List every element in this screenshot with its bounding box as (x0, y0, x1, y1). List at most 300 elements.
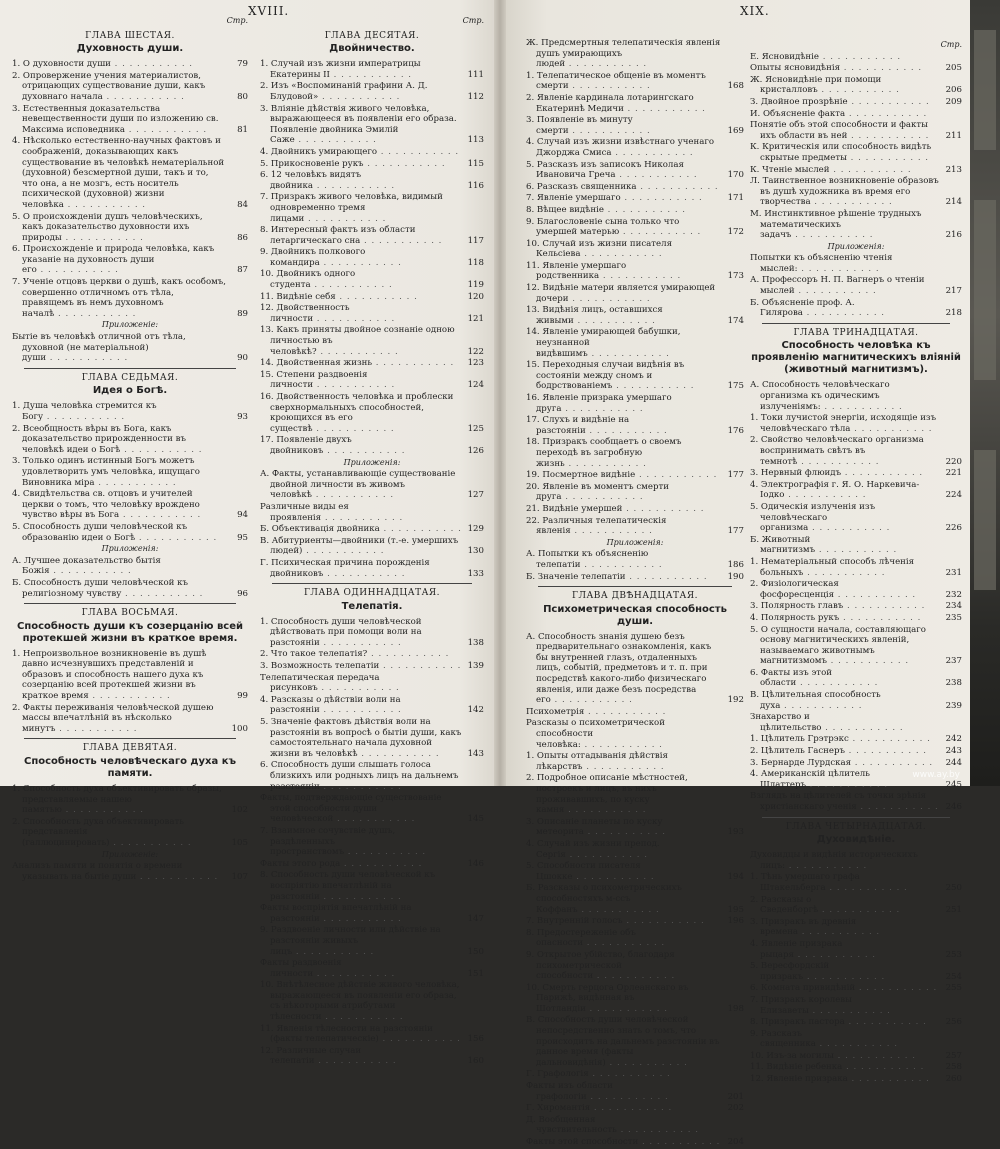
toc-entry-title: 1. Душа человѣка стремится къ Богу . . . (12, 401, 226, 422)
book-gutter (494, 0, 506, 786)
toc-entry-title: Психометрія . . . (526, 707, 722, 718)
toc-entry-title: Е. Ясновидѣніе . . . (750, 52, 940, 63)
toc-entry (12, 59, 248, 70)
toc-entry-title: 4. Свидѣтельства св. отцовъ и учителей церкви о томъ, что человѣку врождено чувство вѣры въ Бога . . . (12, 489, 226, 521)
toc-entry (750, 1017, 962, 1028)
toc-entry (12, 578, 248, 599)
toc-entry (526, 38, 744, 70)
toc-entry-page: 245 (945, 779, 962, 790)
toc-entry-title: 12. Видѣніе матери является умирающей дочери . . . (526, 283, 722, 304)
toc-entry-page: 122 (467, 346, 484, 357)
toc-entry (526, 883, 744, 915)
toc-entry-title: 3. Вліяніе дѣйствія живого человѣка, выражающееся въ появленіи его образа. Появленіе двойника Эмилій Саже . . . (260, 104, 462, 146)
toc-entry (260, 617, 484, 649)
toc-entry (12, 212, 248, 244)
toc-entry-title: 8. Призракъ пастора . . . (750, 1017, 940, 1028)
toc-entry-title: М. Инстинктивное рѣшеніе трудныхъ математическихъ задачъ . . . (750, 209, 940, 241)
toc-entry-title: 1. Способность духа объективировать образы, представляемые нашею памятью . . . (12, 784, 226, 816)
toc-entry-page: 186 (727, 559, 744, 570)
toc-column-3 (526, 38, 744, 1149)
toc-entry-page: 120 (467, 291, 484, 302)
chapter-heading: Психометрическая способность души. (543, 603, 727, 627)
toc-entry (260, 695, 484, 716)
toc-entry-page: 204 (727, 1137, 744, 1147)
toc-entry (526, 839, 744, 860)
toc-entry-title: Г. Хиромантія . . . (526, 1103, 722, 1114)
chapter-title: ГЛАВА ОДИННАДЦАТАЯ. (303, 588, 441, 599)
toc-entry-title: 7. Взаимное сочувствіе душъ, раздѣленныхъ пространствомъ . . . (260, 826, 462, 858)
toc-entry (526, 360, 744, 392)
toc-entry-title: Попытки къ объясненію чтенія мыслей: . . . (750, 253, 940, 274)
toc-entry-page: 244 (945, 757, 962, 768)
toc-entry-title: 5. Вересфордскій призракъ . . . (750, 961, 940, 982)
toc-entry (750, 97, 962, 108)
toc-entry-page: 206 (945, 85, 962, 96)
toc-entry (526, 217, 744, 238)
toc-entry-title: В. Абитуриенты—двойники (т.-е. умершихъ людей) . . . (260, 536, 462, 557)
toc-entry-title: А. Профессоръ Н. П. Вагнеръ о чтеніи мыслей . . . (750, 275, 940, 296)
toc-entry-title: 13. Какъ приняты двойное сознаніе одною личностью въ человѣкѣ? . . . (260, 325, 462, 357)
toc-entry (260, 269, 484, 290)
toc-entry (750, 176, 962, 208)
toc-entry (526, 327, 744, 359)
toc-entry-title: Л. Таинственное возникновеніе образовъ въ душѣ художника въ время его творчества . . . (750, 176, 940, 208)
toc-entry (12, 456, 248, 488)
chapter-heading: Способность человѣческаго духа къ памяти. (24, 756, 236, 780)
toc-entry (750, 253, 962, 274)
toc-entry (750, 983, 962, 994)
toc-entry (12, 104, 248, 136)
toc-entry (260, 649, 484, 660)
toc-entry-title: Д. Вообщенная чувствительность . . . (526, 1115, 722, 1136)
toc-entry-title: Г. Психическая причина порожденія двойниковъ . . . (260, 558, 462, 579)
toc-entry (260, 370, 484, 391)
toc-entry (750, 380, 962, 412)
toc-entry (750, 746, 962, 757)
toc-entry (260, 717, 484, 759)
toc-entry (526, 1015, 744, 1068)
toc-entry-page: 242 (945, 734, 962, 745)
toc-entry-title: 14. Явленіе умирающей бабушки, неузнанной видѣвшимъ . . . (526, 327, 722, 359)
toc-entry-title: 11. Видѣніе ребенка . . . (750, 1062, 940, 1073)
toc-entry-page: 234 (945, 601, 962, 612)
toc-entry-page: 87 (237, 265, 248, 276)
toc-entry-page: 125 (467, 423, 484, 434)
toc-entry-title: 3. Возможность телепатіи . . . (260, 661, 462, 672)
toc-entry-page: 258 (945, 1062, 962, 1073)
toc-entry (750, 557, 962, 578)
chapter-title: ГЛАВА ДВѢНАДЦАТАЯ. (572, 591, 698, 602)
toc-entry (260, 435, 484, 456)
toc-entry-page: 115 (467, 158, 484, 169)
toc-entry-page: 102 (231, 805, 248, 816)
toc-entry-title: 6. Способность души слышать голоса близкихъ или родныхъ лицъ на дальнемъ разстояніи . . . (260, 760, 462, 792)
toc-entry-page: 174 (727, 315, 744, 326)
toc-entry-title: 11. Видѣніе себя . . . (260, 292, 462, 303)
toc-entry-page: 211 (945, 130, 962, 141)
toc-entry-title: 8. Вѣщее видѣніе . . . (526, 205, 722, 216)
toc-entry-title: 3. Призракъ въ древнія времена . . . (750, 917, 940, 938)
chapter-heading: Телепатія. (341, 600, 403, 612)
toc-entry (260, 793, 484, 825)
toc-entry-title: Б. Разсказы о психометрическихъ способностяхъ м-ссъ Коффанъ . . . (526, 883, 722, 915)
toc-entry-title: 2. Изъ «Воспоминаній графини А. Д. Блудовой» . . . (260, 81, 462, 102)
toc-entry-title: А. Попытки къ объясненію телепатіи . . . (526, 549, 722, 570)
toc-entry (750, 917, 962, 938)
toc-entry-title: 1. Нематеріальный способъ лѣченія больныхъ . . . (750, 557, 940, 578)
chapter-title: ГЛАВА ШЕСТАЯ. (85, 30, 175, 41)
toc-entry (260, 558, 484, 579)
toc-entry-title: 1. О духовности души . . . (12, 59, 226, 70)
toc-entry-page: 107 (231, 871, 248, 882)
toc-entry-title: 1. Случай изъ жизни императрицы Екатерины II . . . (260, 59, 462, 80)
toc-entry (526, 1081, 744, 1102)
toc-entry (260, 59, 484, 80)
toc-entry (260, 170, 484, 191)
chapter-title: ГЛАВА СЕДЬМАЯ. (81, 372, 179, 383)
toc-entry-page: 256 (945, 1017, 962, 1028)
chapter-title: ГЛАВА ТРИНАДЦАТАЯ. (793, 327, 919, 338)
toc-entry-title: Б. Животный магнитизмъ . . . (750, 535, 940, 556)
toc-entry-title: 18. Призракъ сообщаетъ о своемъ переходѣ въ загробную жизнь . . . (526, 437, 722, 469)
toc-entry-title: 12. Различные случаи телепатіи . . . (260, 1046, 462, 1067)
toc-entry-page: 150 (467, 946, 484, 957)
toc-entry (526, 182, 744, 193)
chapter-title: ГЛАВА ДЕСЯТАЯ. (324, 30, 420, 41)
toc-entry-title: 8. Предостереженіе объ опасности . . . (526, 928, 722, 949)
toc-entry (750, 613, 962, 624)
toc-entry-title: 2. Цѣлитель Гаснеръ . . . (750, 746, 940, 757)
divider (24, 603, 236, 604)
toc-entry (750, 961, 962, 982)
toc-entry (12, 277, 248, 319)
toc-entry-title: Различные виды ея проявленія . . . (260, 502, 462, 523)
toc-entry (750, 1062, 962, 1073)
toc-entry (526, 193, 744, 204)
toc-entry (12, 556, 248, 577)
toc-entry (526, 71, 744, 92)
toc-entry-title: 4. Американскій цѣлитель Шлаттеръ . . . (750, 769, 940, 790)
toc-entry-title: 3. Естественныя доказательства невещественности души по изложению св. Максима исповедника . . . (12, 104, 226, 136)
toc-column-2 (260, 16, 484, 1068)
toc-entry (750, 435, 962, 467)
toc-entry (750, 298, 962, 319)
divider (762, 817, 950, 818)
toc-entry-title: 19. Посмертное видѣніе . . . (526, 470, 722, 481)
toc-entry (526, 393, 744, 414)
toc-entry-title: 6. Разсказъ священника . . . (526, 182, 722, 193)
toc-entry-title: Факты, подтверждающіе существованіе этой способности души человѣческой . . . (260, 793, 462, 825)
toc-entry-title: 12. Явленіе призрака . . . (750, 1074, 940, 1085)
toc-entry (12, 136, 248, 210)
toc-entry (750, 502, 962, 534)
toc-entry-page: 251 (945, 905, 962, 916)
toc-entry-page: 151 (467, 968, 484, 979)
toc-entry-title: 3. Полярность главъ . . . (750, 601, 940, 612)
divider (272, 583, 472, 584)
toc-entry (750, 712, 962, 733)
toc-entry-title: 6. Комната привидѣній . . . (750, 983, 940, 994)
toc-entry-title: 6. 12 человѣкъ видятъ двойника . . . (260, 170, 462, 191)
toc-entry (12, 332, 248, 364)
chapter-title: ГЛАВА ЧЕТЫРНАДЦАТАЯ. (785, 821, 927, 832)
toc-entry-title: 7. Явленіе умершаго . . . (526, 193, 722, 204)
toc-entry (750, 120, 962, 141)
toc-entry-title: 5. Прикосновеніе рукъ . . . (260, 159, 462, 170)
divider (24, 738, 236, 739)
toc-entry (750, 63, 962, 74)
toc-entry-title: 12. Двойственность личности . . . (260, 303, 462, 324)
toc-entry (12, 71, 248, 103)
toc-entry-title: 15. Степени раздвоенія личности . . . (260, 370, 462, 391)
toc-entry (750, 165, 962, 176)
toc-entry-page: 254 (945, 971, 962, 982)
toc-entry (526, 115, 744, 136)
divider (538, 586, 732, 587)
toc-entry (750, 791, 962, 812)
toc-entry-title: 2. Факты переживанія человѣческой душею массы впечатлѣній въ нѣсколько минутъ . . . (12, 703, 226, 735)
toc-entry-title: И. Объясненіе факта . . . (750, 109, 940, 120)
toc-entry-title: 2. Опровержение учения материалистов, отрицающих существование души, какъ духовнаго начала . . . (12, 71, 226, 103)
toc-entry (260, 159, 484, 170)
toc-entry-title: 6. Происхожденіе и природа человѣка, какъ указаніе на духовность души его . . . (12, 244, 226, 276)
toc-entry-title: Знахарство и цѣлительство . . . (750, 712, 940, 733)
toc-entry-title: 2. Что такое телепатія? . . . (260, 649, 462, 660)
toc-entry (526, 751, 744, 772)
toc-entry-page: 171 (727, 193, 744, 204)
toc-entry (526, 470, 744, 481)
toc-entry-title: 9. Раздвоеніе личности или дѣйствіе на разстояніи живыхъ лицъ . . . (260, 925, 462, 957)
toc-entry-title: 8. Способность души человѣческой къ воспріятію впечатлѣній на разстояніи . . . (260, 870, 462, 902)
toc-entry-page: 145 (467, 814, 484, 825)
toc-entry (750, 52, 962, 63)
toc-entry-page: 201 (727, 1091, 744, 1102)
toc-entry-page: 202 (727, 1103, 744, 1114)
toc-entry-title: Факты этой способности . . . (526, 1137, 722, 1148)
toc-entry (750, 1051, 962, 1062)
toc-entry-title: 5. Способности писателя Цшокке . . . (526, 861, 722, 882)
toc-entry-title: 7. Призракъ королевы Елизаветы . . . (750, 995, 940, 1016)
toc-entry-title: 21. Видѣніе умершей . . . (526, 504, 722, 515)
toc-entry-page: 243 (945, 746, 962, 757)
toc-entry-page: 81 (237, 124, 248, 135)
divider (24, 368, 236, 369)
toc-entry (750, 872, 962, 893)
toc-entry (750, 579, 962, 600)
toc-entry-title: 4. Явленіе призрака рыцаря . . . (750, 939, 940, 960)
toc-entry-title: 6. Факты изъ этой области . . . (750, 668, 940, 689)
toc-entry-page: 205 (945, 63, 962, 74)
toc-entry (526, 549, 744, 570)
toc-entry-page: 89 (237, 308, 248, 319)
toc-entry-title: В. Способность души человѣческой непосредственно знать о томъ, что происходитъ на дальнемъ разстояніи въ данное время (факты дальновидѣнія) . . . (526, 1015, 722, 1068)
toc-entry-page: 170 (727, 170, 744, 181)
toc-entry-page: 231 (945, 567, 962, 578)
toc-entry-page: 246 (945, 802, 962, 812)
toc-entry (750, 850, 962, 871)
toc-entry-title: 4. Нѣсколько естественно-научных фактовъ и соображеній, доказывающих какъ существование въ человѣкѣ нематеріальной (духовной) безсмертной души, такъ и то, что она, а не мозгъ, есть носитель психической (духовной) жизни человѣка . . . (12, 136, 226, 210)
toc-entry (750, 995, 962, 1016)
toc-entry (526, 916, 744, 927)
toc-entry (750, 142, 962, 163)
toc-entry (750, 625, 962, 667)
toc-entry (12, 861, 248, 882)
toc-entry-title: Б. Значеніе телепатіи . . . (526, 572, 722, 583)
toc-entry (526, 239, 744, 260)
toc-entry-page: 160 (467, 1056, 484, 1067)
toc-entry (526, 773, 744, 815)
toc-entry-title: 8. Интересный фактъ изъ области летаргическаго сна . . . (260, 225, 462, 246)
toc-entry-page: 221 (945, 468, 962, 479)
toc-entry-page: 177 (727, 470, 744, 481)
toc-entry-title: 9. Двойникъ полкового командира . . . (260, 247, 462, 268)
toc-entry-page: 169 (727, 125, 744, 136)
toc-entry-title: Факты раздвоенія личности . . . (260, 958, 462, 979)
toc-entry-title: 2. Всеобщность вѣры въ Бога, какъ доказательство прирожденности въ человѣкѣ идеи о Богѣ . . . (12, 424, 226, 456)
toc-entry-page: 126 (467, 445, 484, 456)
toc-entry (750, 939, 962, 960)
toc-entry-title: Ж. Ясновидѣніе при помощи кристалловъ . . . (750, 75, 940, 96)
toc-entry (260, 104, 484, 146)
toc-entry-page: 239 (945, 700, 962, 711)
chapter-title: ГЛАВА ДЕВЯТАЯ. (82, 743, 178, 754)
toc-entry-title: 11. Явленія тѣлесности на разстояніи (факты телепатическіе) . . . (260, 1024, 462, 1045)
chapter-title: ГЛАВА ВОСЬМАЯ. (81, 608, 179, 619)
toc-entry-page: 90 (237, 353, 248, 364)
toc-entry (750, 109, 962, 120)
toc-entry-title: 2. Способность духа объективировать представленія (галлюцинировать) . . . (12, 817, 226, 849)
chapter-heading: Духовность души. (76, 43, 184, 55)
page-column-label: Стр. (462, 16, 484, 25)
toc-entry (750, 1074, 962, 1085)
toc-entry-title: 3. Появленіе въ минуту смерти . . . (526, 115, 722, 136)
toc-entry-title: 10. Изъ-за могилы . . . (750, 1051, 940, 1062)
toc-entry-title: 10. Случай изъ жизни писателя Кельсіева . . . (526, 239, 722, 260)
toc-entry (260, 826, 484, 858)
toc-entry (526, 861, 744, 882)
toc-entry (750, 275, 962, 296)
toc-entry-page: 237 (945, 656, 962, 667)
toc-entry (260, 673, 484, 694)
toc-entry-title: 4. Разсказы о дѣйствіи воли на разстояніи . . . (260, 695, 462, 716)
toc-entry-title: 16. Явленіе призрака умершаго друга . . . (526, 393, 722, 414)
toc-entry-title: Факты воспріятія впечатлѣній на разстояніи . . . (260, 903, 462, 924)
toc-entry (526, 1137, 744, 1148)
toc-entry-page: 192 (727, 695, 744, 706)
toc-entry (12, 244, 248, 276)
toc-entry-page: 176 (727, 425, 744, 436)
toc-entry (526, 137, 744, 158)
toc-entry-page: 177 (727, 526, 744, 537)
toc-entry (260, 147, 484, 158)
page-column-label: Стр. (226, 16, 248, 25)
toc-entry-page: 133 (467, 568, 484, 579)
appendix-label: Приложенія: (606, 537, 664, 547)
toc-entry (260, 247, 484, 268)
toc-entry-title: 1. Токи лучистой энергіи, исходящіе изъ человѣческаго тѣла . . . (750, 413, 940, 434)
toc-entry (260, 358, 484, 369)
toc-entry-page: 257 (945, 1050, 962, 1061)
toc-entry-title: Бытіе въ человѣкѣ отличной отъ тѣла, духовной (не матеріальной) души . . . (12, 332, 226, 364)
toc-entry (526, 572, 744, 583)
right-page (500, 0, 970, 1147)
toc-entry-title: 1. Цѣлитель Грэтрэкс . . . (750, 734, 940, 745)
toc-entry-page: 214 (945, 197, 962, 208)
toc-entry-title: Ж. Предсмертныя телепатическія явленія душъ умирающихъ людей . . . (526, 38, 722, 70)
toc-entry-page: 198 (727, 1003, 744, 1014)
toc-entry-title: А. Способность знанія душею безъ предварительнаго ознакомленія, какъ бы внутренней глазъ, отдаленныхъ лицъ, событій, предметовъ и т. п. при посредствѣ какого-либо физическаго явленія, или даже безъ посредства его . . . (526, 632, 722, 706)
toc-entry (750, 209, 962, 241)
toc-entry (526, 632, 744, 706)
toc-entry-title: 4. Случай изъ жизни препод. Сергія . . . (526, 839, 722, 860)
toc-entry-page: 168 (727, 81, 744, 92)
toc-entry-page: 123 (467, 358, 484, 369)
toc-entry-page: 142 (467, 705, 484, 716)
toc-entry-title: 14. Двойственная жизнь . . . (260, 358, 462, 369)
toc-entry-page: 255 (945, 983, 962, 994)
toc-entry (260, 303, 484, 324)
toc-entry-title: А. Лучшее доказательство бытія Божія . . . (12, 556, 226, 577)
toc-entry-title: Б. Способность души человѣческой къ религіозному чувству . . . (12, 578, 226, 599)
toc-entry-page: 105 (231, 838, 248, 848)
toc-entry-title: Г. Графологія . . . (526, 1069, 722, 1080)
toc-entry-page: 146 (467, 858, 484, 869)
toc-entry-title: В. Цѣлительная способность духа . . . (750, 690, 940, 711)
toc-entry-title: Б. Объективація двойника . . . (260, 524, 462, 535)
toc-entry (750, 535, 962, 556)
toc-entry-page: 196 (727, 916, 744, 927)
toc-entry (12, 424, 248, 456)
toc-entry-title: Опыты ясновидѣнія . . . (750, 63, 940, 74)
toc-entry-title: 3. Бернарде Лурдская . . . (750, 758, 940, 769)
toc-entry-page: 93 (237, 412, 248, 422)
toc-entry-title: 1. Непроизвольное возникновеніе въ душѣ давно исчезнувшихъ представленій и образовъ и способность нашего духа къ созерцанію всей протекшей жизни въ краткое время . . . (12, 649, 226, 702)
toc-entry-page: 139 (467, 661, 484, 672)
chapter-heading: Идея о Богѣ. (92, 385, 168, 397)
toc-entry-title: 5. О происхожденіи душъ человѣческихъ, какъ доказательство духовности ихъ природы . . . (12, 212, 226, 244)
watermark: www.ay.by (912, 770, 960, 780)
toc-entry (260, 325, 484, 357)
toc-entry-page: 130 (467, 546, 484, 557)
appendix-label: Приложеніе: (101, 849, 159, 859)
page-number-left: XVIII. (248, 4, 290, 18)
toc-entry-title: З. Двойное прозрѣніе . . . (750, 97, 940, 108)
toc-entry-page: 253 (945, 949, 962, 960)
toc-entry-page: 235 (945, 612, 962, 623)
toc-entry (526, 160, 744, 181)
toc-entry-page: 86 (237, 232, 248, 243)
toc-entry (260, 502, 484, 523)
page-number-right: XIX. (740, 4, 770, 18)
chapter-heading: Двойничество. (329, 43, 415, 55)
toc-entry-title: Разсказы о психометрической способности человѣка: . . . (526, 718, 722, 750)
toc-entry-page: 80 (237, 91, 248, 102)
toc-entry (750, 1029, 962, 1050)
toc-entry-title: 5. Одическія излученія изъ человѣческаго организма . . . (750, 502, 940, 534)
toc-entry-page: 172 (727, 227, 744, 238)
toc-entry (526, 415, 744, 436)
toc-entry-page: 116 (467, 180, 484, 191)
toc-entry (260, 392, 484, 434)
toc-entry-title: 17. Слухъ и видѣніе на разстояніи . . . (526, 415, 722, 436)
chapter-heading: Духовидѣніе. (816, 834, 896, 846)
toc-entry-title: Факты этого рода . . . (260, 859, 462, 870)
toc-entry (526, 950, 744, 982)
toc-entry-title: 7. Ученіе отцовъ церкви о душѣ, какъ особомъ, совершенно отличномъ отъ тѣла, правящемъ въ немъ духовномъ началѣ . . . (12, 277, 226, 319)
toc-entry (750, 480, 962, 501)
toc-entry (526, 983, 744, 1015)
toc-entry (260, 870, 484, 902)
